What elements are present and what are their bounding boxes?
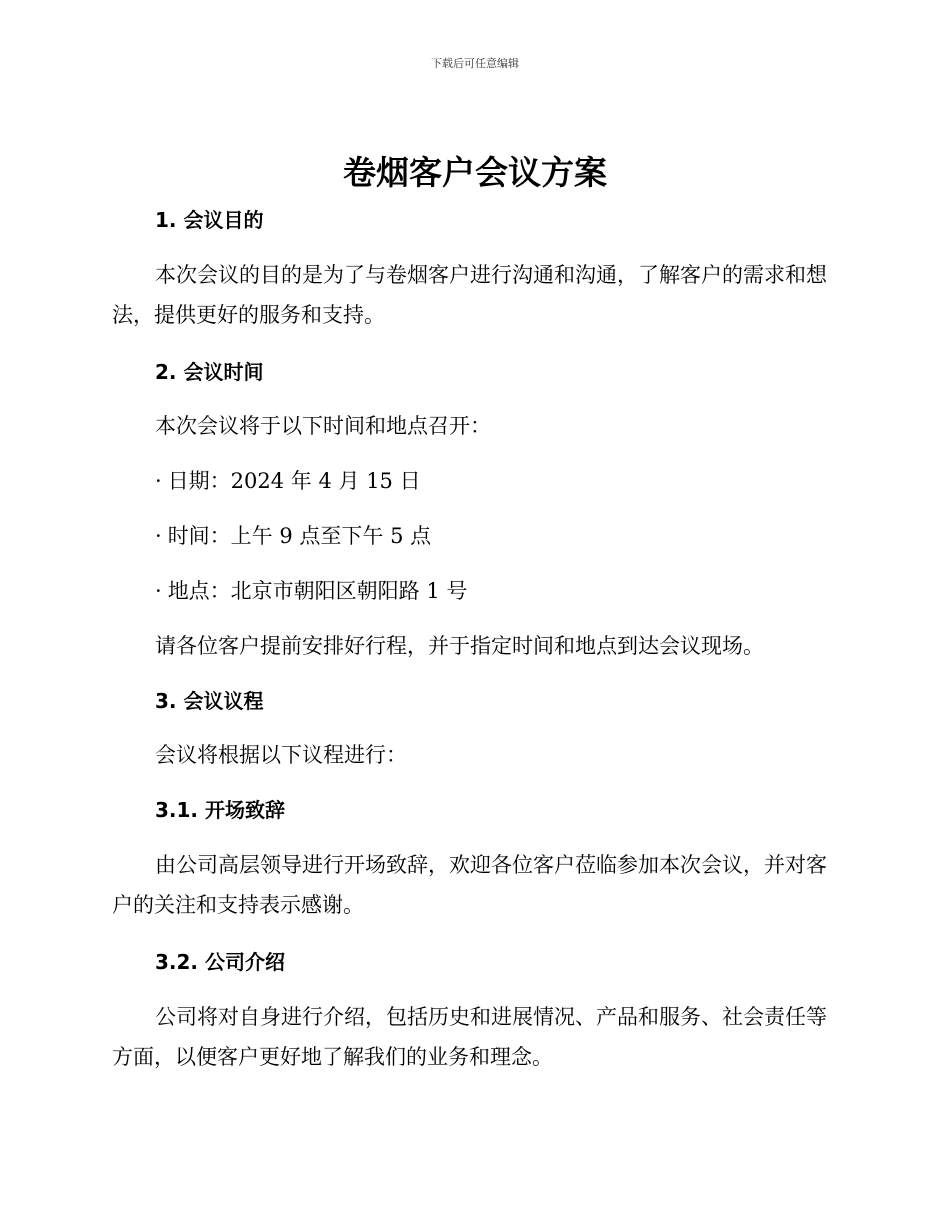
bullet-item-location (155, 576, 467, 606)
section-heading-time: 2. 会议时间 (155, 360, 264, 384)
bullet-text-location: 地点：北京市朝阳区朝阳路 1 号 (167, 579, 468, 603)
section-heading-agenda: 3. 会议议程 (155, 689, 264, 713)
section-paragraph-purpose: 本次会议的目的是为了与卷烟客户进行沟通和沟通，了解客户的需求和想法，提供更好的服务和支持。 (112, 263, 827, 327)
bullet-text-time: 时间：上午 9 点至下午 5 点 (167, 524, 432, 548)
section-note-time: 请各位客户提前安排好行程，并于指定时间和地点到达会议现场。 (155, 634, 764, 658)
bullet-text-date: 日期：2024 年 4 月 15 日 (167, 469, 421, 493)
bullet-icon: · (155, 579, 162, 603)
bullet-item-time (155, 521, 431, 551)
subsection-heading-opening: 3.1. 开场致辞 (155, 798, 285, 822)
bullet-icon: · (155, 524, 162, 548)
section-heading-purpose: 1. 会议目的 (155, 208, 264, 232)
document-title: 卷烟客户会议方案 (343, 153, 607, 192)
subsection-paragraph-opening: 由公司高层领导进行开场致辞，欢迎各位客户莅临参加本次会议，并对客户的关注和支持表示感谢。 (112, 853, 827, 917)
section-intro-time: 本次会议将于以下时间和地点召开： (155, 414, 491, 438)
section-intro-agenda: 会议将根据以下议程进行： (155, 743, 407, 767)
header-note: 下载后可任意编辑 (431, 57, 519, 70)
subsection-heading-company: 3.2. 公司介绍 (155, 950, 285, 974)
bullet-icon: · (155, 469, 162, 493)
subsection-paragraph-company: 公司将对自身进行介绍，包括历史和进展情况、产品和服务、社会责任等方面，以便客户更好地了解我们的业务和理念。 (112, 1005, 827, 1069)
bullet-item-date (155, 466, 421, 496)
